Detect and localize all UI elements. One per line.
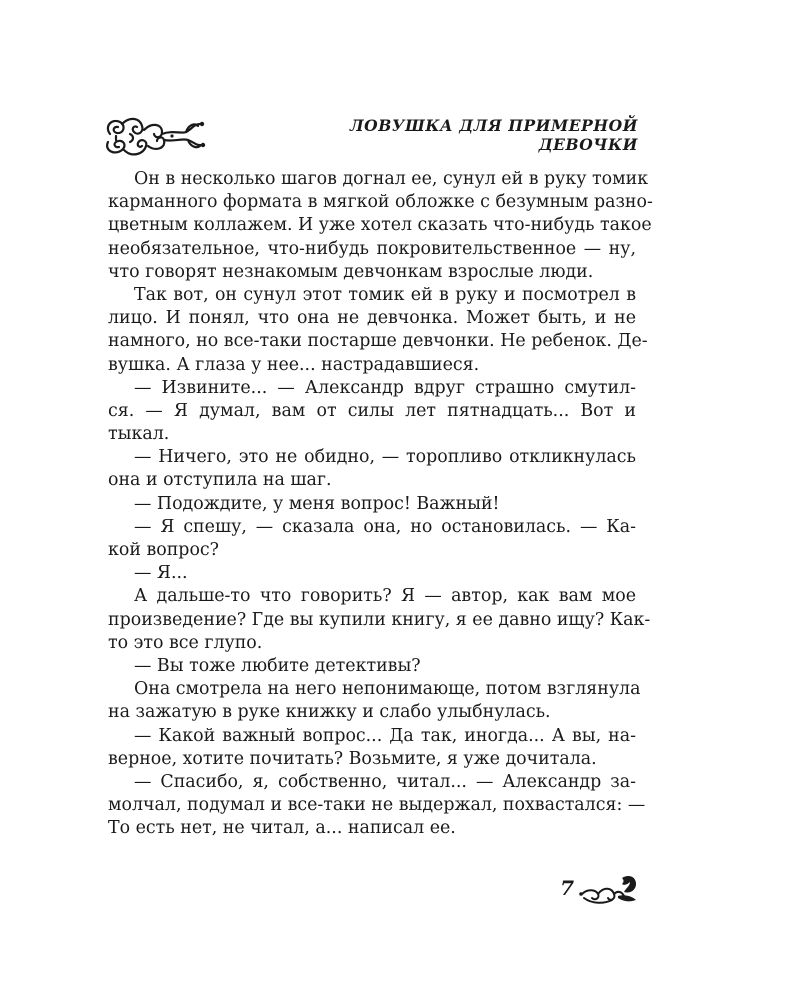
text-line: молчал, подумал и все-таки не выдержал, похвастался: — <box>108 795 646 816</box>
paragraph <box>108 284 648 377</box>
text-line: цветным коллажем. И уже хотел сказать что-нибудь такое <box>108 215 652 236</box>
text-line: — Я... <box>134 563 188 584</box>
text-line: — Ничего, это не обидно, — торопливо откликнулась <box>134 447 636 468</box>
text-line: Она смотрела на него непонимающе, потом взглянула <box>134 679 641 700</box>
paragraph <box>108 493 636 516</box>
text-line: тыкал. <box>108 424 170 445</box>
text-line: — Какой важный вопрос... Да так, иногда... А вы, на- <box>134 725 636 746</box>
paragraph <box>108 516 636 562</box>
text-line: Он в несколько шагов догнал ее, сунул ей в руку томик <box>134 169 649 189</box>
paragraph <box>108 678 641 724</box>
text-line: — Я спешу, — сказала она, но остановилась. — Ка- <box>134 516 636 537</box>
text-line: То есть нет, не читал, а... написал ее. <box>108 818 456 839</box>
paragraph <box>108 168 653 284</box>
text-line: произведение? Где вы купили книгу, я ее давно ищу? Как- <box>108 609 651 630</box>
paragraph <box>108 655 636 678</box>
leaf-flourish-icon <box>578 872 640 906</box>
paragraph <box>108 377 636 447</box>
text-line: А дальше-то что говорить? Я — автор, как вам мое <box>134 586 636 607</box>
scroll-flourish-icon <box>102 112 208 160</box>
paragraph <box>108 771 646 841</box>
text-line: необязательное, что-нибудь покровительственное — ну, <box>108 238 636 259</box>
text-line: — Спасибо, я, собственно, читал... — Александр за- <box>134 771 636 792</box>
text-line: на зажатую в руке книжку и слабо улыбнулась. <box>108 702 551 723</box>
paragraph <box>108 562 636 585</box>
text-line: что говорят незнакомым девчонкам взрослые люди. <box>108 261 594 282</box>
text-line: карманного формата в мягкой обложке с безумным разно- <box>108 192 653 213</box>
text-line: ся. — Я думал, вам от силы лет пятнадцать... Вот и <box>108 400 636 421</box>
text-line: верное, хотите почитать? Возьмите, я уже дочитала. <box>108 748 597 769</box>
text-line: она и отступила на шаг. <box>108 470 332 491</box>
text-line: — Вы тоже любите детективы? <box>134 655 421 676</box>
paragraph <box>108 446 636 492</box>
running-head: ЛОВУШКА ДЛЯ ПРИМЕРНОЙ ДЕВОЧКИ <box>349 116 638 154</box>
paragraph <box>108 725 636 771</box>
text-line: вушка. А глаза у нее... настрадавшиеся. <box>108 354 480 375</box>
body-text <box>108 168 653 840</box>
text-line: кой вопрос? <box>108 540 219 560</box>
text-line: лицо. И понял, что она не девчонка. Может быть, и не <box>108 308 636 329</box>
text-line: — Извините... — Александр вдруг страшно смутил- <box>134 377 636 398</box>
text-line: намного, но все-таки постарше девчонки. Не ребенок. Де- <box>108 331 648 352</box>
page-number: 7 <box>560 876 574 900</box>
text-line: то это все глупо. <box>108 632 263 653</box>
text-line: — Подождите, у меня вопрос! Важный! <box>134 493 500 514</box>
paragraph <box>108 585 651 655</box>
text-line: Так вот, он сунул этот томик ей в руку и посмотрел в <box>134 284 636 305</box>
